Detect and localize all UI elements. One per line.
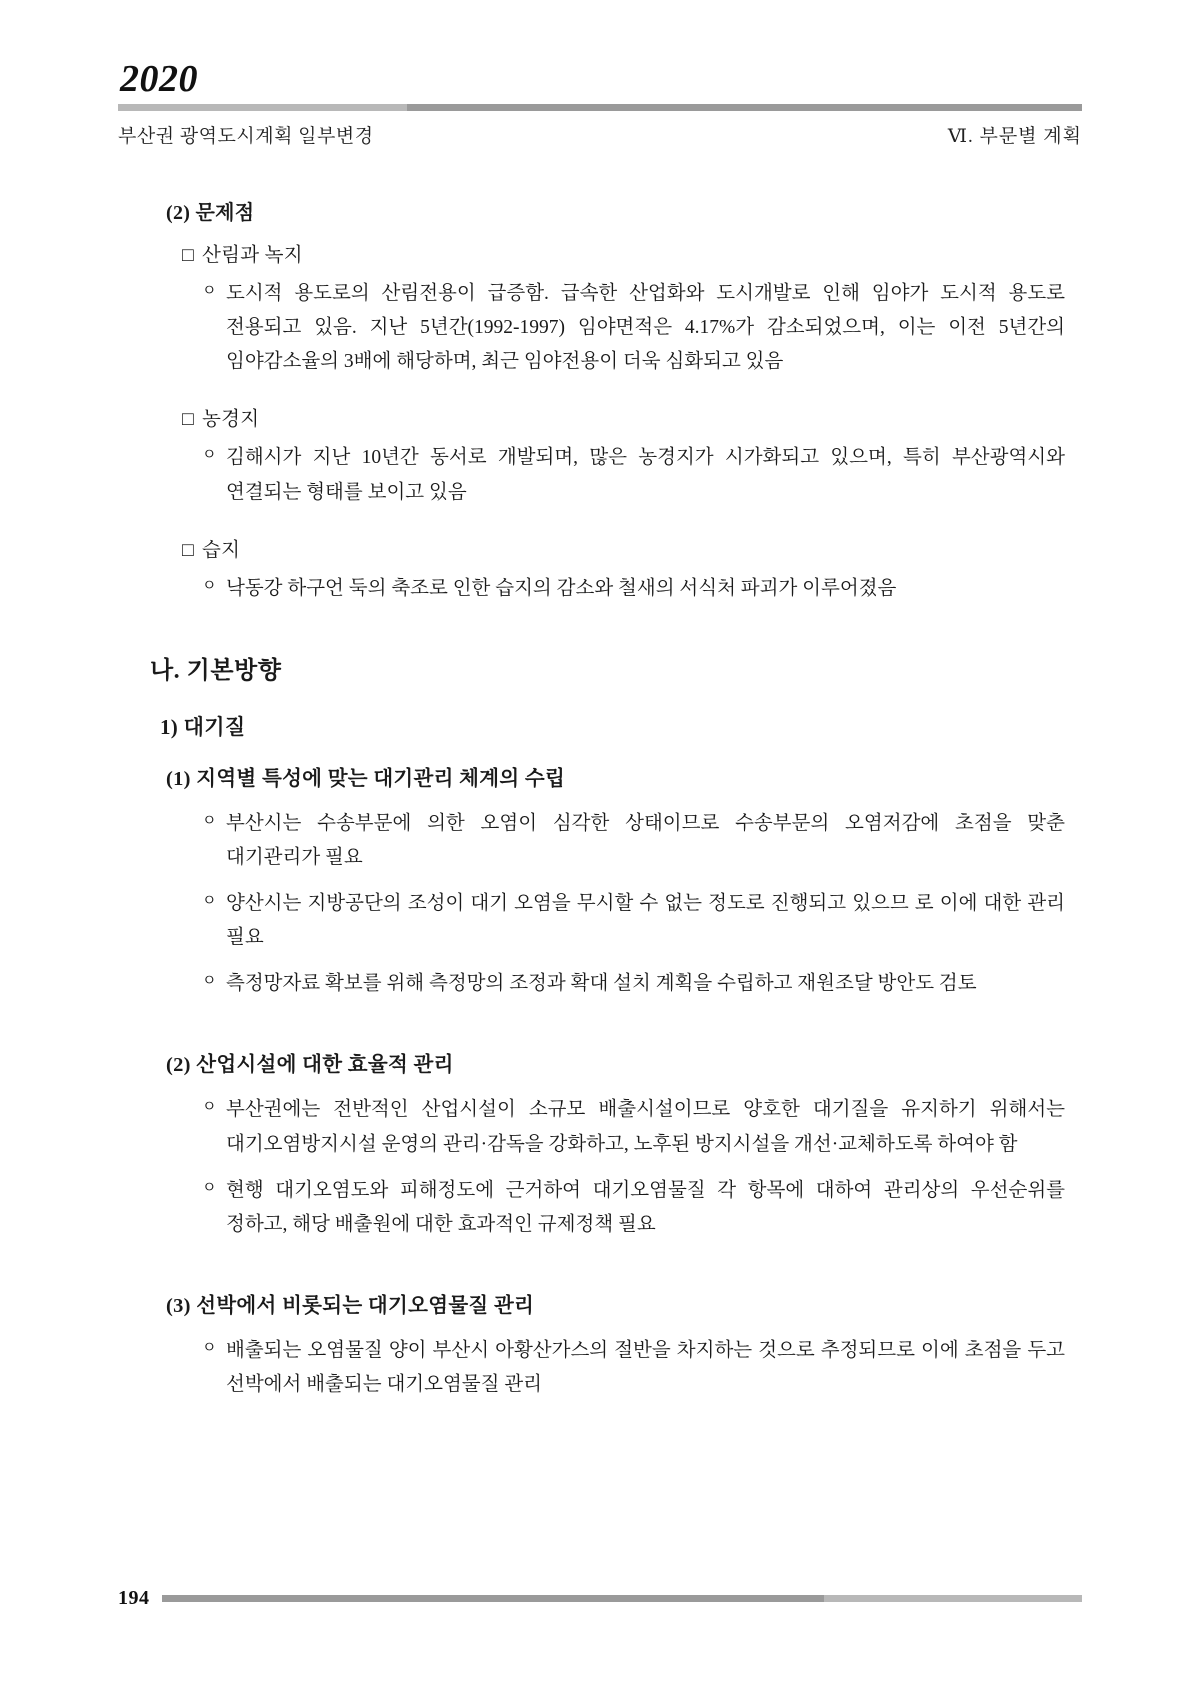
- list-item: [202, 887, 1065, 955]
- page-header: [118, 60, 1082, 170]
- header-titles: [118, 121, 1082, 148]
- topic-wetland-label: 습지: [202, 539, 241, 561]
- list-item: [202, 1093, 1065, 1161]
- list-item: [202, 441, 1065, 509]
- circle-marker-icon: ㅇ: [202, 893, 217, 909]
- square-marker-icon: □: [182, 245, 195, 266]
- topic-forest-label: 산림과 녹지: [202, 245, 303, 266]
- para1-item-1-text: 부산시는 수송부문에 의한 오염이 심각한 상태이므로 수송부문의 오염저감에 초점을 맞춘 대기관리가 필요: [226, 812, 1065, 868]
- heading-industrial-facility-management: (2) 산업시설에 대한 효율적 관리: [166, 1054, 454, 1077]
- list-item: [202, 807, 1065, 875]
- heading-ship-emissions-management: (3) 선박에서 비롯되는 대기오염물질 관리: [166, 1294, 535, 1317]
- footer-divider: [162, 1595, 1083, 1602]
- para3-item-1-text: 배출되는 오염물질 양이 부산시 아황산가스의 절반을 차지하는 것으로 추정되므로 이에 초점을 두고 선박에서 배출되는 대기오염물질 관리: [226, 1339, 1065, 1395]
- list-item: [202, 572, 1065, 606]
- topic-wetland: [182, 534, 1065, 562]
- page-content: [140, 196, 1065, 1414]
- circle-marker-icon: ㅇ: [202, 812, 217, 829]
- square-marker-icon: □: [182, 409, 195, 431]
- para2-item-1-text: 부산권에는 전반적인 산업시설이 소규모 배출시설이므로 양호한 대기질을 유지하기 위해서는 대기오염방지시설 운영의 관리·감독을 강화하고, 노후된 방지시설을 개선·교체하도록 하여야 함: [226, 1099, 1065, 1155]
- header-chapter-title: Ⅵ. 부문별 계획: [947, 126, 1082, 147]
- circle-marker-icon: ㅇ: [202, 447, 217, 464]
- wetland-item-text: 낙동강 하구언 둑의 축조로 인한 습지의 감소와 철새의 서식처 파괴가 이루어졌음: [226, 577, 897, 599]
- circle-marker-icon: ㅇ: [202, 577, 217, 594]
- subsection-heading-air-quality: 1) 대기질: [160, 714, 246, 739]
- list-item: [202, 277, 1065, 379]
- para1-item-3-text: 측정망자료 확보를 위해 측정망의 조정과 확대 설치 계획을 수립하고 재원조달 방안도 검토: [226, 973, 977, 995]
- list-item: [202, 1174, 1065, 1242]
- list-item: [202, 1334, 1065, 1402]
- page-number: 194: [118, 1587, 150, 1609]
- header-year: 2020: [120, 58, 198, 100]
- circle-marker-icon: ㅇ: [202, 1099, 217, 1116]
- para1-item-2-text: 양산시는 지방공단의 조성이 대기 오염을 무시할 수 없는 정도로 진행되고 있으므 로 이에 대한 관리 필요: [226, 893, 1065, 949]
- forest-item-text: 도시적 용도로의 산림전용이 급증함. 급속한 산업화와 도시개발로 인해 임야가 도시적 용도로 전용되고 있음. 지난 5년간(1992-1997) 임야면적은 4.17%가 감소되었으며, 이는 이전 5년간의 임야감소율의 3배에 해당하며, 최근 임야전용이 더욱 심화되고 있음: [226, 283, 1065, 373]
- heading-regional-air-management-system: (1) 지역별 특성에 맞는 대기관리 체계의 수립: [166, 767, 566, 790]
- spacer: [140, 1254, 1065, 1288]
- topic-forest-and-greenery: [182, 239, 1065, 267]
- para2-item-2-text: 현행 대기오염도와 피해정도에 근거하여 대기오염물질 각 항목에 대하여 관리상의 우선순위를 정하고, 해당 배출원에 대한 효과적인 규제정책 필요: [226, 1179, 1065, 1235]
- farmland-item-text: 김해시가 지난 10년간 동서로 개발되며, 많은 농경지가 시가화되고 있으며, 특히 부산광역시와 연결되는 형태를 보이고 있음: [226, 447, 1065, 503]
- list-item: [202, 967, 1065, 1001]
- circle-marker-icon: ㅇ: [202, 283, 217, 299]
- header-document-title: 부산권 광역도시계획 일부변경: [118, 126, 374, 147]
- topic-farmland: [182, 403, 1065, 431]
- section-heading-basic-direction: 나. 기본방향: [150, 657, 282, 684]
- page-footer: [118, 1587, 1082, 1610]
- heading-problems: (2) 문제점: [166, 202, 255, 224]
- circle-marker-icon: ㅇ: [202, 973, 217, 990]
- spacer: [140, 1013, 1065, 1047]
- spacer: [140, 522, 1065, 534]
- topic-farmland-label: 농경지: [202, 409, 260, 431]
- header-divider: [118, 104, 1082, 111]
- spacer: [140, 391, 1065, 403]
- circle-marker-icon: ㅇ: [202, 1179, 217, 1196]
- square-marker-icon: □: [182, 539, 195, 561]
- circle-marker-icon: ㅇ: [202, 1339, 217, 1356]
